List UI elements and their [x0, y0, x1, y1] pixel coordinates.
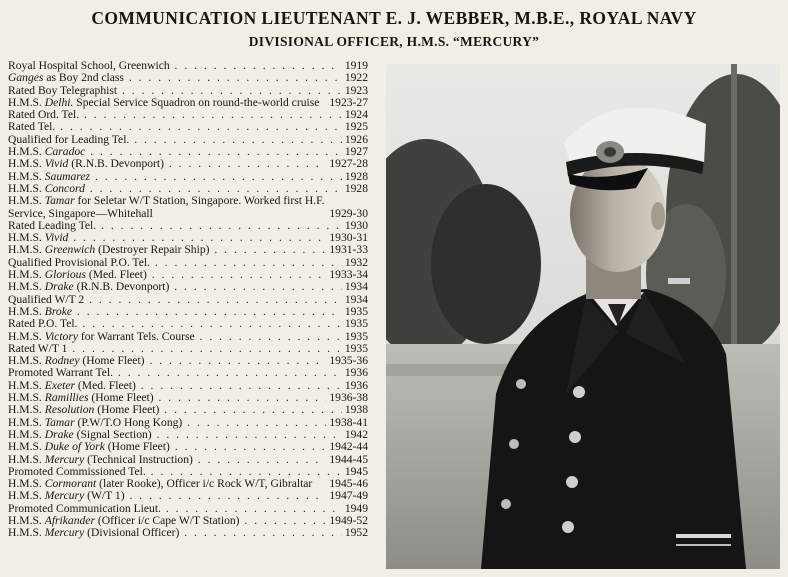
career-entry-prefix: H.M.S. — [8, 96, 45, 109]
career-entry-year: 1927 — [344, 145, 368, 159]
career-entry-year: 1935-36 — [329, 354, 368, 368]
career-entry-year: 1936-38 — [329, 391, 368, 405]
career-entry — [8, 380, 368, 392]
career-entry-description — [8, 515, 326, 527]
career-entry-prefix: H.M.S. — [8, 428, 45, 441]
career-entry-prefix: Rated Leading Tel. — [8, 219, 97, 232]
career-entry — [8, 294, 368, 306]
career-entry — [8, 466, 368, 478]
career-entry-description — [8, 97, 326, 109]
career-entry-prefix: Rated Ord. Tel. — [8, 109, 80, 122]
career-entry-year: 1932 — [344, 255, 368, 269]
career-entry-suffix: (R.N.B. Devonport) — [73, 281, 170, 294]
career-entry-year: 1928 — [344, 181, 368, 195]
career-entry-year: 1949 — [344, 501, 368, 515]
career-entry-description — [8, 392, 326, 404]
career-entry-year: 1936 — [344, 366, 368, 380]
career-entry-year: 1929-30 — [329, 206, 368, 220]
career-entry — [8, 85, 368, 97]
career-entry-description — [8, 441, 326, 453]
career-entry-description — [8, 503, 342, 515]
career-entry-ship-name: Tamar — [44, 416, 75, 429]
career-entry-prefix: H.M.S. — [8, 355, 45, 368]
career-entry-suffix: (later Rooke), Officer i/c Rock W/T, Gibraltar — [96, 478, 313, 491]
career-entry — [8, 269, 368, 281]
career-entry-prefix: H.M.S. — [8, 404, 45, 417]
career-entry-description — [8, 331, 342, 343]
career-entry-ship-name: Vivid — [44, 158, 69, 171]
career-entry-description — [8, 60, 342, 72]
career-entry-year: 1935 — [344, 317, 368, 331]
career-entry-year: 1926 — [344, 132, 368, 146]
career-entry-year: 1949-52 — [329, 513, 368, 527]
career-entry-year: 1925 — [344, 120, 368, 134]
career-entry-ship-name: Glorious — [44, 269, 86, 282]
career-entry-ship-name: Delhi. — [44, 96, 74, 109]
career-entry-suffix: (Home Fleet) — [88, 392, 154, 405]
career-entry — [8, 441, 368, 453]
career-entry-description — [8, 220, 342, 232]
career-entry-description — [8, 306, 342, 318]
career-entry-description — [8, 121, 342, 133]
page-subtitle: DIVISIONAL OFFICER, H.M.S. “MERCURY” — [248, 34, 540, 49]
career-entry-year: 1935 — [344, 329, 368, 343]
career-entry-prefix: H.M.S. — [8, 170, 45, 183]
career-entry-prefix: Promoted Warrant Tel. — [8, 367, 114, 380]
career-entry — [8, 232, 368, 244]
career-entry-suffix: for Warrant Tels. Course — [78, 330, 195, 343]
career-entry — [8, 60, 368, 72]
career-entry-suffix: (Home Fleet) — [94, 404, 160, 417]
career-entry-year: 1923 — [344, 83, 368, 97]
career-entry-year: 1936 — [344, 378, 368, 392]
career-entry-year: 1923-27 — [329, 95, 368, 109]
career-entry-ship-name: Drake — [44, 428, 74, 441]
career-entry-description — [8, 134, 342, 146]
career-entry-ship-name: Caradoc — [44, 146, 86, 159]
career-entry-year: 1933-34 — [329, 268, 368, 282]
career-entry — [8, 306, 368, 318]
career-entry-prefix: H.M.S. — [8, 490, 45, 503]
career-entry-prefix: H.M.S. — [8, 527, 45, 540]
career-entry-description — [8, 257, 342, 269]
career-entry-prefix: H.M.S. — [8, 478, 45, 491]
career-entry-prefix: H.M.S. — [8, 182, 45, 195]
career-entry-description — [8, 454, 326, 466]
career-entry-prefix: Rated P.O. Tel. — [8, 318, 78, 331]
career-entry-description — [8, 85, 342, 97]
career-entry — [8, 490, 368, 502]
career-entry-ship-name: Mercury — [44, 490, 85, 503]
career-entry — [8, 171, 368, 183]
career-entry-ship-name: Mercury — [44, 527, 85, 540]
career-entry-description — [8, 417, 326, 429]
career-entry — [8, 121, 368, 133]
career-entry-year: 1944-45 — [329, 452, 368, 466]
career-entry-description — [8, 355, 326, 367]
career-entry — [8, 134, 368, 146]
career-entry-year: 1922 — [344, 71, 368, 85]
career-entry-prefix: H.M.S. — [8, 305, 45, 318]
career-entry-description — [8, 318, 342, 330]
career-entry-prefix: H.M.S. — [8, 146, 45, 159]
career-entry-description — [8, 429, 342, 441]
career-entry-ship-name: Greenwich — [44, 244, 96, 257]
career-entry-prefix: H.M.S. — [8, 392, 45, 405]
career-entry-suffix: as Boy 2nd class — [43, 72, 124, 85]
career-entry-year: 1930 — [344, 218, 368, 232]
career-entry-description — [8, 527, 342, 539]
career-entry — [8, 195, 368, 220]
career-entry-year: 1942 — [344, 427, 368, 441]
career-entry-prefix: H.M.S. — [8, 195, 45, 208]
career-entry-ship-name: Resolution — [44, 404, 95, 417]
career-entry-description — [8, 146, 342, 158]
career-entry — [8, 220, 368, 232]
career-entry — [8, 146, 368, 158]
career-entry-prefix: H.M.S. — [8, 416, 45, 429]
career-entry-description — [8, 158, 326, 170]
career-entry-description — [8, 490, 326, 502]
career-entry-suffix: (Med. Fleet) — [75, 379, 136, 392]
career-entry — [8, 417, 368, 429]
career-entry-ship-name: Cormorant — [44, 478, 97, 491]
career-entry-description — [8, 195, 326, 220]
career-entry-suffix: (Home Fleet) — [104, 441, 170, 454]
career-entry-description — [8, 404, 342, 416]
career-entry-description — [8, 269, 326, 281]
career-entry-ship-name: Exeter — [44, 379, 75, 392]
career-entry — [8, 257, 368, 269]
portrait-photo — [386, 64, 780, 569]
page-title: COMMUNICATION LIEUTENANT E. J. WEBBER, M.B.E., ROYAL NAVY — [91, 8, 697, 28]
career-entry-prefix: Royal Hospital School, Greenwich — [8, 60, 170, 72]
career-entry-year: 1935 — [344, 341, 368, 355]
career-entry — [8, 429, 368, 441]
career-entry-ship-name: Mercury — [44, 453, 85, 466]
career-entry-suffix: (Divisional Officer) — [84, 527, 180, 540]
career-entry-year: 1945 — [344, 464, 368, 478]
career-entry-prefix: Promoted Communication Lieut. — [8, 502, 161, 515]
career-entry-prefix: Rated W/T 1 — [8, 342, 68, 355]
career-entry — [8, 404, 368, 416]
career-entry-description — [8, 367, 342, 379]
career-entry-description — [8, 466, 342, 478]
career-entry-suffix: (P.W/T.O Hong Kong) — [74, 416, 183, 429]
career-entry-year: 1934 — [344, 292, 368, 306]
career-entry-prefix: Qualified for Leading Tel. — [8, 133, 130, 146]
career-entry-ship-name: Saumarez — [44, 170, 91, 183]
career-entry-suffix: (Med. Fleet) — [85, 269, 147, 282]
career-entry — [8, 527, 368, 539]
career-entry — [8, 503, 368, 515]
career-entry — [8, 478, 368, 490]
career-entry-prefix: Promoted Commissioned Tel. — [8, 465, 146, 478]
career-entry-ship-name: Afrikander — [44, 514, 95, 527]
career-entry-ship-name: Ramillies — [44, 392, 89, 405]
career-entry-suffix: (Officer i/c Cape W/T Station) — [94, 514, 240, 527]
career-entry-prefix: H.M.S. — [8, 379, 45, 392]
career-entry — [8, 343, 368, 355]
career-entry-suffix: for Seletar W/T Station, Singapore. Worked first H.F. Service, Singapore—Whitehall — [8, 195, 325, 220]
career-entry-prefix: H.M.S. — [8, 330, 45, 343]
career-entry-year: 1952 — [344, 526, 368, 540]
career-entry-description — [8, 244, 326, 256]
career-entry — [8, 244, 368, 256]
career-entry-ship-name: Drake — [44, 281, 74, 294]
career-entry — [8, 318, 368, 330]
career-entry-ship-name: Rodney — [44, 355, 80, 368]
career-entry-description — [8, 478, 326, 490]
career-entry-ship-name: Broke — [44, 305, 72, 318]
career-entry — [8, 454, 368, 466]
career-entry — [8, 72, 368, 84]
career-entry-ship-name: Vivid — [44, 232, 69, 245]
career-entry-year: 1930-31 — [329, 231, 368, 245]
career-entry-year: 1938 — [344, 403, 368, 417]
career-entry-prefix: Rated Boy Telegraphist — [8, 84, 118, 97]
career-entry-prefix: H.M.S. — [8, 232, 45, 245]
career-entry-year: 1931-33 — [329, 243, 368, 257]
career-entry-description — [8, 380, 342, 392]
career-entry-description — [8, 109, 342, 121]
career-entry-suffix: (R.N.B. Devonport) — [68, 158, 164, 171]
career-entry — [8, 158, 368, 170]
career-entry-description — [8, 183, 342, 195]
career-entry-ship-name: Duke of York — [44, 441, 105, 454]
career-list — [8, 60, 368, 540]
career-entry — [8, 367, 368, 379]
career-entry-description — [8, 232, 326, 244]
career-entry-year: 1945-46 — [329, 477, 368, 491]
career-entry — [8, 109, 368, 121]
career-entry-year: 1938-41 — [329, 415, 368, 429]
career-entry-prefix: Qualified Provisional P.O. Tel. — [8, 256, 150, 269]
career-entry-year: 1928 — [344, 169, 368, 183]
career-entry — [8, 331, 368, 343]
career-entry-prefix: H.M.S. — [8, 441, 45, 454]
career-entry — [8, 515, 368, 527]
career-entry-ship-name: Victory — [44, 330, 78, 343]
career-entry-description — [8, 72, 342, 84]
career-entry-description — [8, 294, 342, 306]
career-entry — [8, 183, 368, 195]
career-entry-ship-name: Ganges — [8, 72, 44, 85]
career-entry-ship-name: Tamar — [44, 195, 75, 208]
career-entry-year: 1919 — [344, 59, 368, 72]
career-entry-year: 1927-28 — [329, 157, 368, 171]
career-entry-description — [8, 343, 342, 355]
career-entry-suffix: (Signal Section) — [73, 428, 152, 441]
career-entry-prefix: H.M.S. — [8, 269, 45, 282]
career-entry-prefix: H.M.S. — [8, 514, 45, 527]
career-entry-suffix: (Destroyer Repair Ship) — [95, 244, 210, 257]
career-entry-year: 1924 — [344, 108, 368, 122]
career-entry-suffix: (Technical Instruction) — [84, 453, 193, 466]
career-entry-prefix: H.M.S. — [8, 244, 45, 257]
career-entry-description — [8, 171, 342, 183]
career-entry-prefix: H.M.S. — [8, 453, 45, 466]
career-entry-year: 1935 — [344, 304, 368, 318]
career-entry — [8, 281, 368, 293]
career-entry-year: 1947-49 — [329, 489, 368, 503]
career-entry-prefix: H.M.S. — [8, 281, 45, 294]
career-entry-suffix: (Home Fleet) — [79, 355, 145, 368]
career-entry-suffix: (W/T 1) — [84, 490, 125, 503]
career-entry — [8, 97, 368, 109]
career-entry-ship-name: Concord — [44, 182, 85, 195]
career-entry-prefix: H.M.S. — [8, 158, 45, 171]
career-entry — [8, 392, 368, 404]
career-entry — [8, 355, 368, 367]
career-entry-description — [8, 281, 342, 293]
portrait-photo-image — [386, 64, 780, 569]
career-entry-suffix: Special Service Squadron on round-the-world cruise — [73, 96, 320, 109]
career-entry-year: 1934 — [344, 280, 368, 294]
career-entry-prefix: Rated Tel. — [8, 121, 56, 134]
career-entry-prefix: Qualified W/T 2 — [8, 293, 85, 306]
career-entry-year: 1942-44 — [329, 440, 368, 454]
